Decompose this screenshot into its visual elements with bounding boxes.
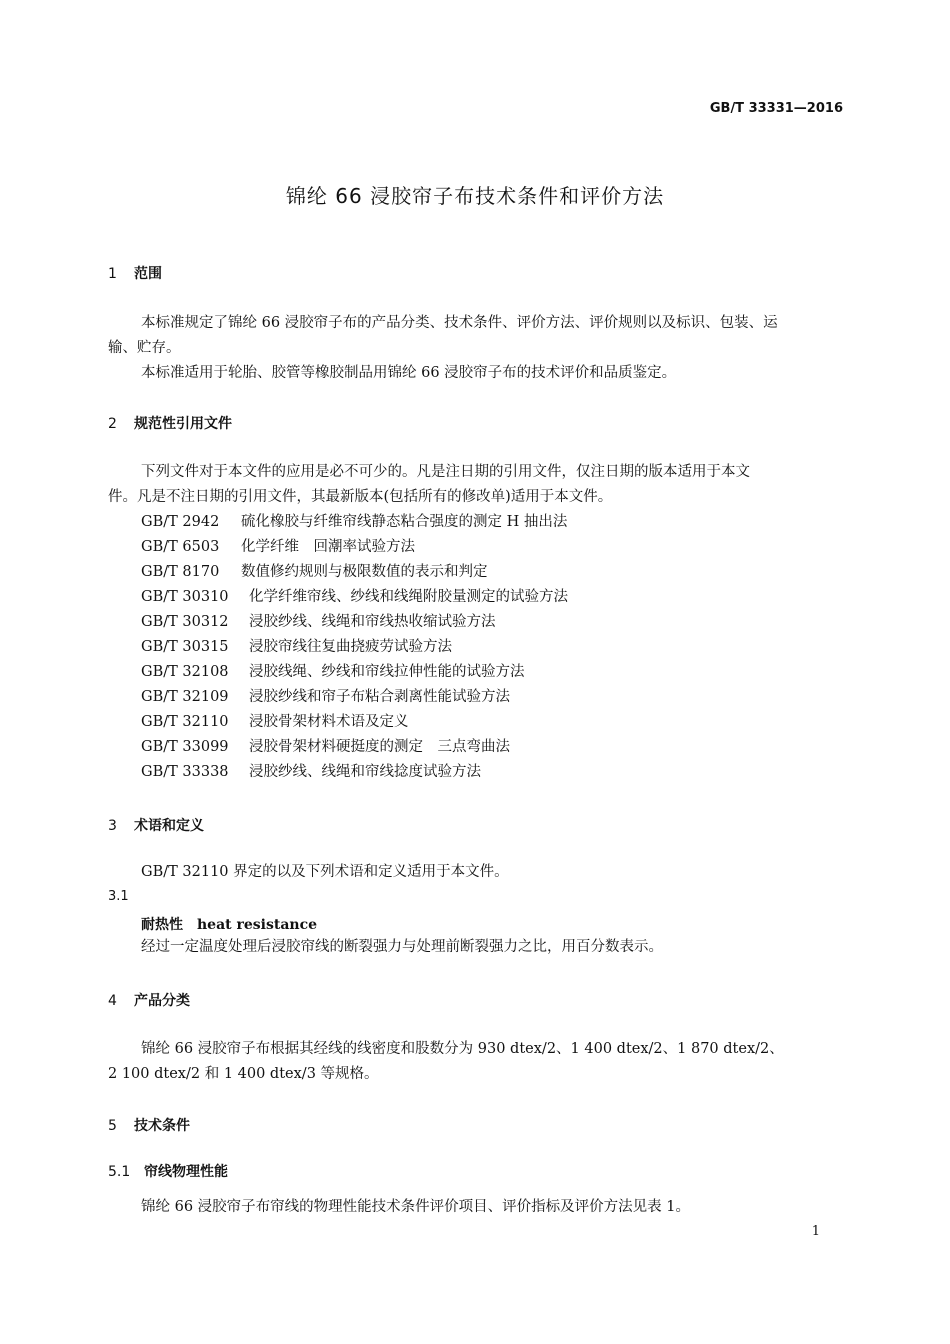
section-3-heading <box>108 815 204 835</box>
reference-title: 浸胶纱线、线绳和帘线捻度试验方法 <box>249 764 481 780</box>
reference-code: GB/T 30310 <box>141 589 229 605</box>
reference-code: GB/T 6503 <box>141 539 220 555</box>
reference-item <box>141 610 568 635</box>
section-title: 范围 <box>134 266 162 282</box>
scope-paragraph-1-line-2: 输、贮存。 <box>108 340 181 356</box>
reference-code: GB/T 2942 <box>141 514 220 530</box>
reference-title: 化学纤维帘线、纱线和线绳附胶量测定的试验方法 <box>249 589 568 605</box>
section-number: 1 <box>108 266 117 282</box>
reference-item <box>141 710 568 735</box>
section-5-heading <box>108 1115 190 1135</box>
reference-item <box>141 535 568 560</box>
reference-item <box>141 510 568 535</box>
reference-code: GB/T 30315 <box>141 639 229 655</box>
reference-code: GB/T 32109 <box>141 689 229 705</box>
reference-item <box>141 660 568 685</box>
section-2-heading <box>108 413 232 433</box>
subsection-title: 帘线物理性能 <box>144 1164 228 1180</box>
scope-paragraph-1-line-1: 本标准规定了锦纶 66 浸胶帘子布的产品分类、技术条件、评价方法、评价规则以及标识、包装、运 <box>141 315 778 331</box>
reference-code: GB/T 8170 <box>141 564 220 580</box>
reference-code: GB/T 30312 <box>141 614 229 630</box>
reference-item <box>141 585 568 610</box>
reference-title: 浸胶帘线往复曲挠疲劳试验方法 <box>249 639 452 655</box>
subsection-5-1-heading <box>108 1161 228 1181</box>
reference-item <box>141 760 568 785</box>
section-number: 5 <box>108 1118 117 1134</box>
standard-code: GB/T 33331—2016 <box>709 101 843 116</box>
reference-title: 浸胶骨架材料硬挺度的测定 三点弯曲法 <box>249 739 510 755</box>
term-chinese: 耐热性 <box>141 917 183 933</box>
section-number: 2 <box>108 416 117 432</box>
reference-code: GB/T 33099 <box>141 739 229 755</box>
reference-title: 浸胶纱线、线绳和帘线热收缩试验方法 <box>249 614 496 630</box>
section-1-heading <box>108 263 162 283</box>
term-entry <box>141 914 317 934</box>
term-definition: 经过一定温度处理后浸胶帘线的断裂强力与处理前断裂强力之比，用百分数表示。 <box>141 939 663 955</box>
reference-title: 浸胶纱线和帘子布粘合剥离性能试验方法 <box>249 689 510 705</box>
references-intro-line-1: 下列文件对于本文件的应用是必不可少的。凡是注日期的引用文件，仅注日期的版本适用于本文 <box>141 464 750 480</box>
section-title: 技术条件 <box>134 1118 190 1134</box>
reference-item <box>141 685 568 710</box>
reference-title: 浸胶线绳、纱线和帘线拉伸性能的试验方法 <box>249 664 525 680</box>
terms-intro: GB/T 32110 界定的以及下列术语和定义适用于本文件。 <box>141 864 509 880</box>
reference-code: GB/T 32110 <box>141 714 229 730</box>
reference-code: GB/T 33338 <box>141 764 229 780</box>
page-number: 1 <box>811 1224 820 1239</box>
cord-properties-paragraph: 锦纶 66 浸胶帘子布帘线的物理性能技术条件评价项目、评价指标及评价方法见表 1。 <box>141 1199 691 1215</box>
document-title: 锦纶 66 浸胶帘子布技术条件和评价方法 <box>285 184 665 208</box>
reference-title: 硫化橡胶与纤维帘线静态粘合强度的测定 H 抽出法 <box>241 514 568 530</box>
section-4-heading <box>108 990 190 1010</box>
subsection-number: 5.1 <box>108 1164 131 1180</box>
reference-title: 数值修约规则与极限数值的表示和判定 <box>241 564 488 580</box>
reference-code: GB/T 32108 <box>141 664 229 680</box>
references-intro-line-2: 件。凡是不注日期的引用文件，其最新版本(包括所有的修改单)适用于本文件。 <box>108 489 613 505</box>
reference-item <box>141 560 568 585</box>
reference-title: 浸胶骨架材料术语及定义 <box>249 714 409 730</box>
reference-list <box>141 510 568 785</box>
reference-title: 化学纤维 回潮率试验方法 <box>241 539 415 555</box>
section-number: 4 <box>108 993 117 1009</box>
section-number: 3 <box>108 818 117 834</box>
classification-line-2: 2 100 dtex/2 和 1 400 dtex/3 等规格。 <box>108 1066 379 1082</box>
section-title: 术语和定义 <box>134 818 204 834</box>
section-title: 产品分类 <box>134 993 190 1009</box>
scope-paragraph-2: 本标准适用于轮胎、胶管等橡胶制品用锦纶 66 浸胶帘子布的技术评价和品质鉴定。 <box>141 365 677 381</box>
reference-item <box>141 635 568 660</box>
section-title: 规范性引用文件 <box>134 416 232 432</box>
classification-line-1: 锦纶 66 浸胶帘子布根据其经线的线密度和股数分为 930 dtex/2、1 400 dtex/2、1 870 dtex/2、 <box>141 1041 784 1057</box>
term-number: 3.1 <box>108 889 129 904</box>
term-english: heat resistance <box>197 917 318 933</box>
reference-item <box>141 735 568 760</box>
